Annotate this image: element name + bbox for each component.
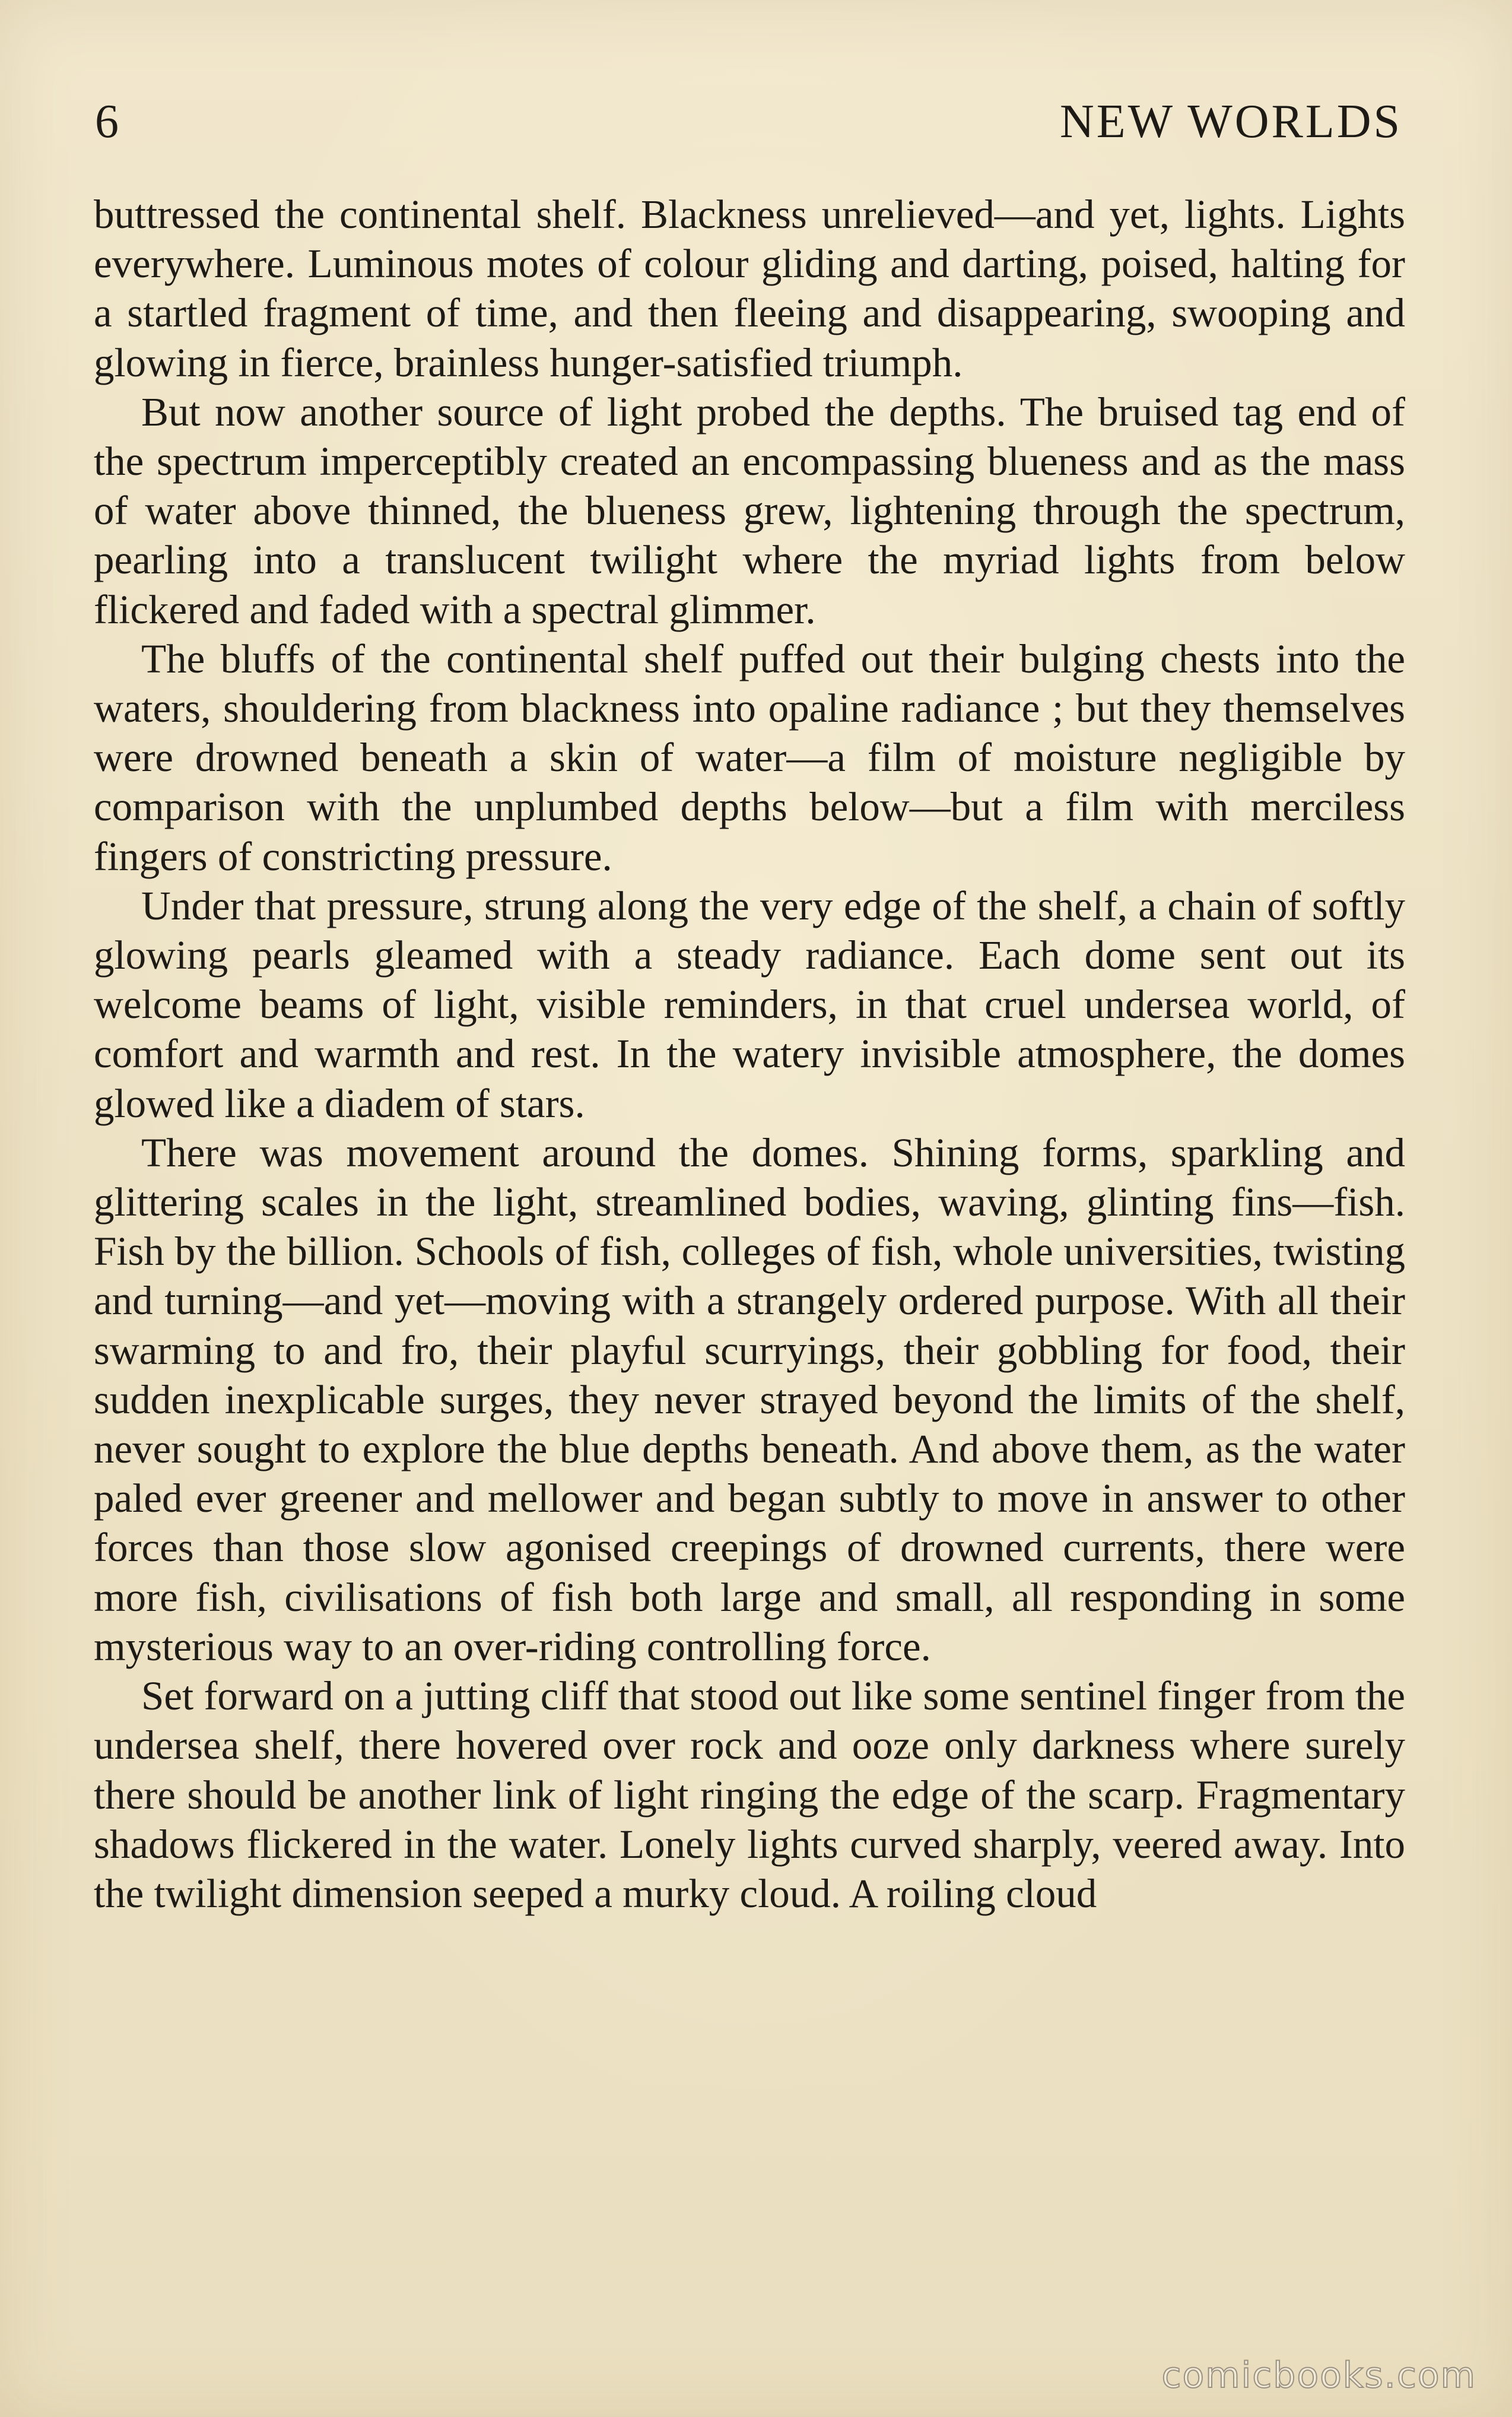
paragraph-2: But now another source of light probed the depths. The bruised tag end of the spectrum imperceptibly created an encompassing blueness and as the mass of water above thinned, the blueness grew, lightening through the spectrum, pearling into a translucent twilight where the myriad lights from below flickered and faded with a spectral glimmer. <box>94 389 1405 632</box>
paragraph-1: buttressed the continental shelf. Blackness unrelieved—and yet, lights. Lights everywhere. Luminous motes of colour gliding and darting, poised, halting for a startled fragment of time, and then fleeing and disappearing, swooping and glowing in fierce, brainless hunger-satisfied triumph. <box>94 192 1405 385</box>
paragraph-3: The bluffs of the continental shelf puffed out their bulging chests into the waters, shouldering from blackness into opaline radiance ; but they themselves were drowned beneath a skin of water—a film of moisture negligible by comparison with the unplumbed depths below—but a film with merciless fingers of constricting pressure. <box>94 636 1405 879</box>
running-title: NEW WORLDS <box>1059 96 1402 148</box>
running-head <box>95 83 1402 160</box>
body-text <box>94 190 1405 1918</box>
paragraph-6: Set forward on a jutting cliff that stood out like some sentinel finger from the undersea shelf, there hovered over rock and ooze only darkness where surely there should be another link of light ringing the edge of the scarp. Fragmentary shadows flickered in the water. Lonely lights curved sharply, veered away. Into the twilight dimension seeped a murky cloud. A roiling cloud <box>94 1673 1405 1916</box>
paragraph-4: Under that pressure, strung along the very edge of the shelf, a chain of softly glowing pearls gleamed with a steady radiance. Each dome sent out its welcome beams of light, visible reminders, in that cruel undersea world, of comfort and warmth and rest. In the watery invisible atmosphere, the domes glowed like a diadem of stars. <box>94 883 1405 1126</box>
watermark: comicbooks.com <box>1161 2355 1476 2396</box>
paragraph-5: There was movement around the domes. Shining forms, sparkling and glittering scales in the light, streamlined bodies, waving, glinting fins—fish. Fish by the billion. Schools of fish, colleges of fish, whole universities, twisting and turning—and yet—moving with a strangely ordered purpose. With all their swarming to and fro, their playful scurryings, their gobbling for food, their sudden inexplicable surges, they never strayed beyond the limits of the shelf, never sought to explore the blue depths beneath. And above them, as the water paled ever greener and mellower and began subtly to move in answer to other forces than those slow agonised creepings of drowned currents, there were more fish, civilisations of fish both large and small, all responding in some mysterious way to an over-riding controlling force. <box>94 1130 1405 1669</box>
page-number: 6 <box>95 96 119 148</box>
